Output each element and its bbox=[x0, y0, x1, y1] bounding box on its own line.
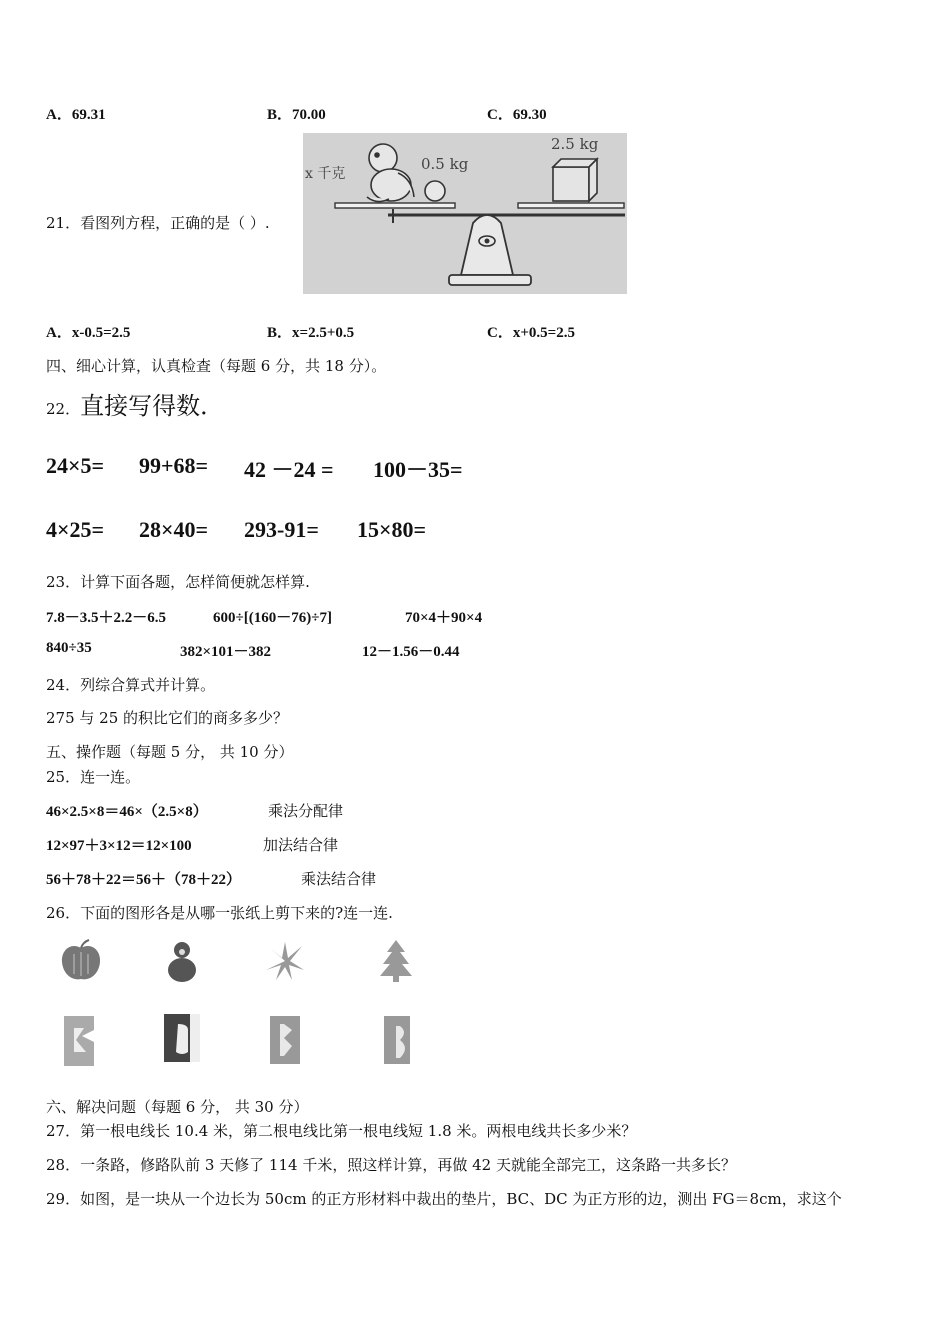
q22-row1-item2: 99+68= bbox=[139, 453, 209, 478]
q22-row1-item1: 24×5= bbox=[46, 453, 105, 478]
q22-heading: 22．直接写得数． bbox=[46, 392, 225, 420]
q23-row1-item2: 600÷[(160－76)÷7] bbox=[213, 610, 332, 626]
balance-scale-drawing bbox=[303, 133, 627, 294]
q23-row1-item3: 70×4＋90×4 bbox=[405, 610, 483, 626]
q27-text: 27．第一根电线长 10.4 米，第二根电线比第一根电线短 1.8 米。两根电线共长多少米？ bbox=[46, 1122, 637, 1140]
q25-law-3: 乘法结合律 bbox=[301, 870, 377, 888]
q25-law-2: 加法结合律 bbox=[263, 836, 339, 854]
paper-2-cutout-icon bbox=[160, 1010, 204, 1066]
q24-body: 275 与 25 的积比它们的商多多少？ bbox=[46, 709, 289, 727]
paper-4-cutout-icon bbox=[380, 1012, 416, 1068]
q23-row2-item3: 12－1.56－0.44 bbox=[362, 644, 460, 660]
middle-weight-label: 0.5 kg bbox=[421, 155, 469, 173]
left-weight-label: x 千克 bbox=[305, 166, 346, 182]
q22-row1-item3: 42 －24 = bbox=[244, 457, 334, 482]
q21-option-a: A．x-0.5=2.5 bbox=[46, 325, 131, 341]
q25-expr-3: 56＋78＋22＝56＋（78＋22） bbox=[46, 872, 242, 888]
q25-law-1: 乘法分配律 bbox=[268, 802, 344, 820]
q22-row2-item3: 293-91= bbox=[244, 517, 319, 542]
balance-scale-figure bbox=[303, 133, 627, 294]
ball-icon bbox=[425, 181, 445, 201]
q20-option-c: C．69.30 bbox=[487, 107, 547, 123]
q24-stem: 24．列综合算式并计算。 bbox=[46, 676, 216, 694]
q22-row2-item2: 28×40= bbox=[139, 517, 209, 542]
paper-3-cutout-icon bbox=[266, 1012, 306, 1068]
q28-text: 28．一条路，修路队前 3 天修了 114 千米，照这样计算，再做 42 天就能全部完工，这条路一共多长？ bbox=[46, 1156, 736, 1174]
q23-row2-item2: 382×101－382 bbox=[180, 644, 272, 660]
q21-stem: 21．看图列方程，正确的是（ ）. bbox=[46, 214, 270, 232]
paper-1-cutout-icon bbox=[60, 1012, 100, 1070]
q22-row2-item1: 4×25= bbox=[46, 517, 105, 542]
q25-expr-2: 12×97＋3×12＝12×100 bbox=[46, 838, 192, 854]
q23-row2-item1: 840÷35 bbox=[46, 640, 92, 656]
apple-cutout-icon bbox=[58, 938, 104, 984]
section-5-heading: 五、操作题（每题 5 分， 共 10 分） bbox=[46, 743, 294, 761]
leaf-cutout-icon bbox=[262, 940, 308, 982]
q21-option-b: B．x=2.5+0.5 bbox=[267, 325, 355, 341]
right-weight-label: 2.5 kg bbox=[551, 135, 599, 153]
q20-option-b: B．70.00 bbox=[267, 107, 326, 123]
section-4-heading: 四、细心计算，认真检查（每题 6 分，共 18 分）。 bbox=[46, 357, 387, 375]
q29-text: 29．如图，是一块从一个边长为 50cm 的正方形材料中裁出的垫片，BC、DC 为正方形的边，测出 FG＝8cm，求这个 bbox=[46, 1190, 842, 1208]
q22-row1-item4: 100－35= bbox=[373, 457, 463, 482]
section-6-heading: 六、解决问题（每题 6 分， 共 30 分） bbox=[46, 1098, 309, 1116]
q25-expr-1: 46×2.5×8＝46×（2.5×8） bbox=[46, 804, 208, 820]
q26-stem: 26．下面的图形各是从哪一张纸上剪下来的?连一连. bbox=[46, 904, 393, 922]
q22-row2-item4: 15×80= bbox=[357, 517, 427, 542]
q23-row1-item1: 7.8－3.5＋2.2－6.5 bbox=[46, 610, 167, 626]
tree-cutout-icon bbox=[377, 938, 415, 984]
q20-option-a: A．69.31 bbox=[46, 107, 106, 123]
q25-stem: 25．连一连。 bbox=[46, 768, 141, 786]
gourd-cutout-icon bbox=[162, 936, 202, 984]
q23-stem: 23．计算下面各题，怎样简便就怎样算. bbox=[46, 573, 310, 591]
weight-cube-icon bbox=[553, 159, 597, 201]
q21-option-c: C．x+0.5=2.5 bbox=[487, 325, 575, 341]
